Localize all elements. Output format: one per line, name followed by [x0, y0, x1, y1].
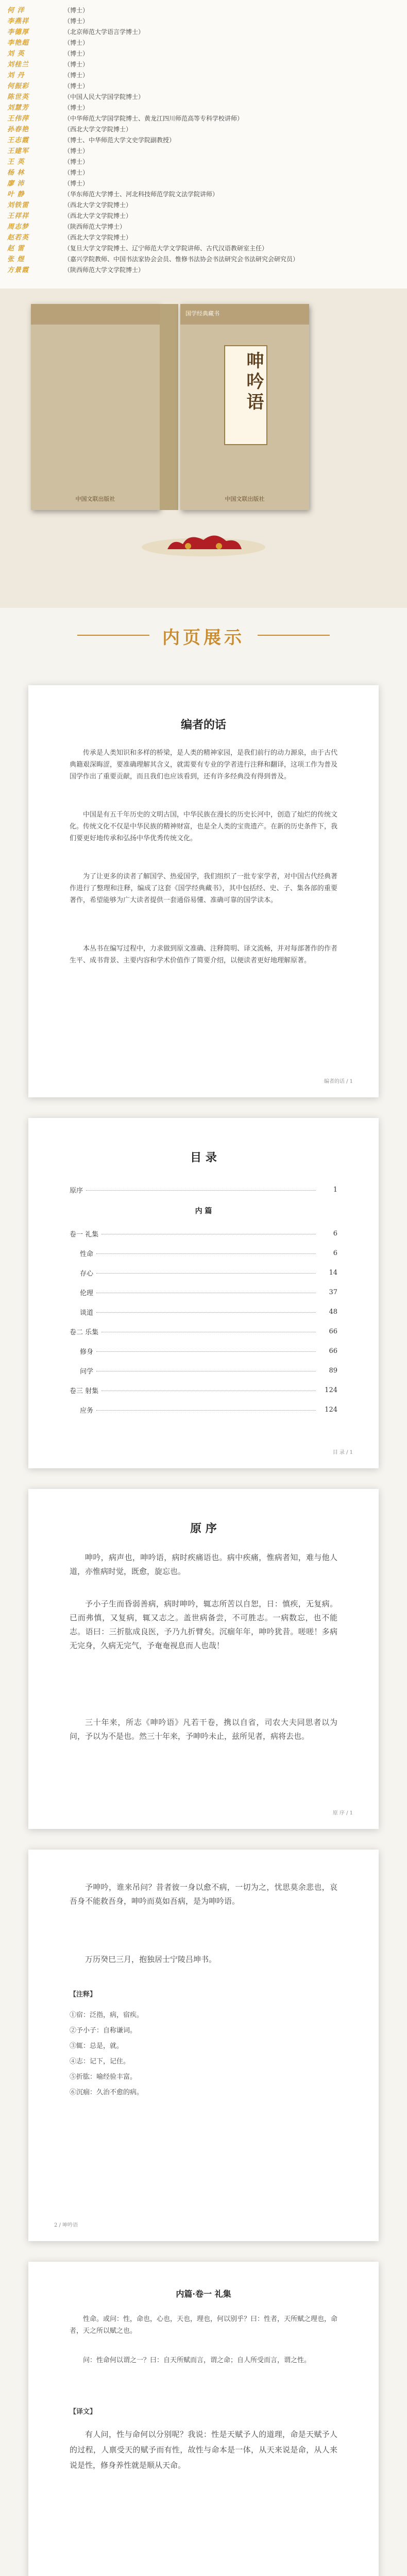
credit-name: 孙春艳 [7, 126, 29, 133]
credit-role: （中华师范大学国学院博士、黄龙江四川师范高等专科学校讲师） [64, 115, 244, 122]
credit-row [7, 82, 89, 91]
credit-name: 张 煜 [7, 256, 25, 263]
credit-row [7, 244, 268, 253]
page-title: 编者的话 [180, 718, 226, 732]
credit-row [7, 233, 132, 242]
toc-subentry [80, 1268, 337, 1278]
toc-subentry [80, 1346, 337, 1356]
credit-name: 叶 静 [7, 191, 25, 198]
credit-row [7, 104, 89, 112]
toc-label: 谈道 [80, 1309, 94, 1317]
credit-row [7, 93, 144, 101]
credit-role: （博士） [64, 147, 89, 155]
credit-row [7, 6, 89, 15]
preview-page-original-preface [28, 1489, 379, 1829]
page-title: 目 录 [190, 1151, 217, 1164]
credit-role: （博士） [64, 169, 89, 176]
page-heading: 内篇·卷一 礼集 [176, 2289, 231, 2299]
credit-row [7, 168, 89, 177]
toc-num: 89 [329, 1367, 337, 1375]
credit-row [7, 114, 243, 123]
credit-row [7, 28, 144, 37]
credit-role: （博士） [64, 50, 89, 57]
toc-num: 124 [325, 1386, 337, 1394]
credit-role: （西北大学文学院博士） [64, 234, 132, 241]
toc-label: 卷三 射集 [70, 1387, 99, 1395]
paragraph: 中国是有五千年历史的文明古国，中华民族在漫长的历史长河中，创造了灿烂的传统文化。传统文化不仅是中华民族的精神财富，也是全人类的宝贵遗产。在新的历史条件下，我们要更好地传承和弘扬中华优秀传统文化。 [70, 811, 338, 842]
toc-num: 48 [329, 1308, 337, 1316]
credit-name: 李德厚 [7, 28, 29, 36]
auspicious-cloud-icon [137, 531, 270, 562]
note-item: ⑥沉痼：久治不愈的病。 [70, 2089, 144, 2096]
credit-row [7, 60, 89, 69]
credit-name: 王 英 [7, 158, 25, 166]
credit-name: 刘桂兰 [7, 61, 29, 69]
paragraph: 呻吟，病声也，呻吟语，病时疾痛语也。病中疾痛，惟病者知，难与他人道，亦惟病时觉，既愈，旋忘也。 [70, 1553, 337, 1576]
credit-row [7, 136, 175, 145]
credit-role: （复旦大学文学院博士、辽宁师范大学文学院讲师、古代汉语教研室主任） [64, 245, 268, 252]
credit-name: 王祥祥 [7, 212, 29, 220]
toc-num: 66 [329, 1347, 337, 1355]
preview-page-editors-note [28, 685, 379, 1097]
credit-role: （博士） [64, 18, 89, 25]
credit-name: 何振彩 [7, 82, 29, 90]
credit-role: （陕西师范大学文学院博士） [64, 266, 145, 274]
page-footer: 目 录 / 1 [332, 1450, 353, 1455]
toc-num: 14 [329, 1269, 337, 1277]
page-footer: 原 序 / 1 [332, 1810, 353, 1816]
book-spine [160, 304, 178, 510]
book-cover-photo [0, 289, 407, 608]
note-item: ④志：记下，记住。 [70, 2058, 130, 2065]
notes-heading: 【注释】 [70, 1991, 97, 1998]
back-publisher: 中国文联出版社 [75, 496, 115, 502]
book-front-cover [180, 304, 309, 510]
toc-subtitle: 内 篇 [195, 1207, 212, 1215]
credit-row [7, 223, 126, 231]
cover-title: 呻吟语 [243, 351, 264, 413]
credit-name: 李艳超 [7, 39, 29, 47]
credit-name: 刘 丹 [7, 72, 25, 79]
toc-num: 37 [329, 1289, 337, 1296]
toc-subentry [80, 1307, 337, 1317]
credit-role: （西北大学文学院博士） [64, 212, 132, 219]
toc-entry [70, 1229, 337, 1239]
front-publisher: 中国文联出版社 [225, 496, 265, 502]
credit-role: （博士） [64, 104, 89, 111]
credit-role: （陕西师范大学博士） [64, 223, 126, 230]
note-item: ①宿：泛指，病，宿疾。 [70, 2011, 144, 2019]
section-title: 内页展示 [162, 628, 245, 648]
credit-row [7, 125, 132, 134]
section-header [0, 608, 407, 680]
toc-num: 6 [333, 1249, 337, 1257]
paragraph: 为了让更多的读者了解国学、热爱国学，我们组织了一批专家学者，对中国古代经典著作进行了整理和注释，编成了这套《国学经典藏书》，其中包括经、史、子、集各部的重要著作，希望能够为广大读者提供一套通俗易懂、准确可靠的国学读本。 [70, 873, 338, 904]
credit-row [7, 39, 89, 47]
paragraph: 本丛书在编写过程中，力求做到原文准确、注释简明、译文流畅，并对每部著作的作者生平、成书背景、主要内容和学术价值作了简要介绍，以便读者更好地理解原著。 [70, 945, 338, 964]
toc-subentry [80, 1366, 337, 1376]
toc-label: 卷一 礼集 [70, 1231, 99, 1239]
paragraph: 万历癸巳三月，抱独居士宁陵吕坤书。 [85, 1955, 217, 1964]
translation-text: 有人问，性与命何以分别呢？我说：性是天赋予人的道理，命是天赋予人的过程，人禀受天的赋予而有性，故性与命本是一体，从天来说是命，从人来说是性，修身养性就是顺从天命。 [70, 2430, 337, 2470]
series-band: 国学经典藏书 [185, 310, 219, 317]
note-item: ⑤折肱：喻经验丰富。 [70, 2073, 137, 2081]
paragraph: 予呻吟，谁来吊问？昔者彼一身以愈不病，一切为之，忧思莫余悲也，哀吾身不能救吾身，呻吟而莫如吾病，是为呻吟语。 [70, 1883, 337, 1906]
credit-role: （博士） [64, 39, 89, 46]
credit-name: 王志霞 [7, 137, 29, 144]
toc-entry [70, 1385, 337, 1395]
credit-role: （中国人民大学国学院博士） [64, 93, 145, 100]
credit-role: （北京师范大学语言学博士） [64, 28, 145, 36]
toc-num: 66 [329, 1328, 337, 1335]
credit-role: （博士） [64, 72, 89, 79]
toc-subentry [80, 1287, 337, 1297]
toc-row-preface [70, 1185, 337, 1195]
credit-name: 王伟萍 [7, 115, 29, 123]
credit-name: 刘慧芳 [7, 104, 29, 112]
preview-page-notes [28, 1850, 379, 2241]
page-footer: 2 / 呻吟语 [54, 2223, 78, 2228]
credit-name: 王建军 [7, 147, 29, 155]
credit-row [7, 212, 132, 221]
preview-page-translation [28, 2262, 379, 2576]
page-footer: 编者的话 / 1 [324, 1079, 353, 1084]
credit-role: （西北大学文学院博士） [64, 126, 132, 133]
toc-label: 修身 [80, 1348, 94, 1356]
toc-num: 124 [325, 1406, 337, 1414]
credit-row [7, 190, 218, 199]
credit-name: 赵若英 [7, 234, 29, 242]
toc-subentry [80, 1248, 337, 1258]
page-title: 原 序 [190, 1522, 217, 1535]
credit-role: （嘉兴学院教师、中国书法家协会会员、惟修书法协会书法研究会书法研究会研究员） [64, 256, 299, 263]
credit-role: （西北大学文学院博士） [64, 201, 132, 209]
credit-name: 周志梦 [7, 223, 29, 231]
toc-entry [70, 1327, 337, 1336]
credit-row [7, 255, 299, 264]
toc-num: 6 [333, 1230, 337, 1238]
credit-role: （博士） [64, 7, 89, 14]
note-item: ③辄：总是，就。 [70, 2042, 124, 2050]
credit-role: （博士） [64, 61, 89, 68]
toc-label: 性命 [80, 1250, 94, 1258]
paragraph: 性命。或问：性，命也，心也，天也，理也，何以别乎？曰：性者，天所赋之理也，命者，天之所以赋之也。 [70, 2315, 338, 2335]
credits-section [0, 0, 407, 289]
credit-name: 何 洋 [7, 7, 25, 14]
toc-label: 存心 [80, 1270, 94, 1278]
credit-role: （博士） [64, 180, 89, 187]
toc-subentry [80, 1405, 337, 1415]
credit-name: 杨 林 [7, 169, 25, 177]
credit-row [7, 201, 132, 210]
credit-role: （华东师范大学博士、河北科技师范学院文法学院讲师） [64, 191, 219, 198]
credit-role: （博士、中华师范大学文史学院副教授） [64, 137, 176, 144]
credit-role: （博士） [64, 82, 89, 90]
paragraph: 问：性命何以谓之一？曰：自天所赋而言，谓之命；自人所受而言，谓之性。 [83, 2357, 311, 2364]
credit-row [7, 266, 144, 275]
toc-num: 1 [333, 1186, 337, 1194]
credit-row [7, 49, 89, 58]
toc-label: 问学 [80, 1368, 94, 1376]
credit-row [7, 179, 89, 188]
note-item: ②予小子：自称谦词。 [70, 2027, 137, 2035]
preview-page-toc [28, 1118, 379, 1468]
credit-name: 刘 英 [7, 50, 25, 58]
toc-label: 伦理 [80, 1290, 94, 1297]
translation-heading: 【译文】 [70, 2408, 97, 2416]
credit-row [7, 71, 89, 80]
credit-row [7, 17, 89, 26]
toc-label: 原序 [70, 1187, 83, 1195]
credit-row [7, 158, 89, 166]
credit-name: 刘铁雷 [7, 201, 29, 209]
cover-title-box [224, 345, 267, 445]
paragraph: 予小子生而昏弱善病，病时呻吟，辄志所苦以自恕，日：慎疾，无复病。已而弗慎，又复病，辄又志之。盖世病备尝，不可胜志。一病数忘，也不能志。语曰：三折肱成良医，予乃九折臂矣。沉痼年年，呻吟犹昔。嗟嗟！多病无完身，久病无完气，予奄奄视息而人也哉！ [70, 1599, 337, 1650]
credit-name: 李燕祥 [7, 18, 29, 25]
credit-role: （博士） [64, 158, 89, 165]
credit-name: 陈世英 [7, 93, 29, 101]
credit-name: 方景霞 [7, 266, 29, 274]
toc-label: 卷二 乐集 [70, 1329, 99, 1336]
credit-name: 赵 雷 [7, 245, 25, 252]
toc-label: 应务 [80, 1407, 94, 1415]
credit-row [7, 147, 89, 156]
paragraph: 三十年来，所志《呻吟语》凡若干卷，携以自省，司农大夫同思者以为问，予以为不是也。然三十年来，予呻吟未止，兹所见者，病将去也。 [70, 1718, 337, 1741]
credit-name: 廖 沛 [7, 180, 25, 188]
paragraph: 传承是人类知识和多样的桥梁，是人类的精神家园，是我们前行的动力源泉，由于古代典籍艰深晦涩，要准确理解其含义，就需要有专业的学者进行注释和翻译，这项工作为普及国学作出了重要贡献，而且我们也应该看到，还有许多经典没有得到普及。 [70, 749, 338, 781]
book-back-cover [31, 304, 160, 510]
